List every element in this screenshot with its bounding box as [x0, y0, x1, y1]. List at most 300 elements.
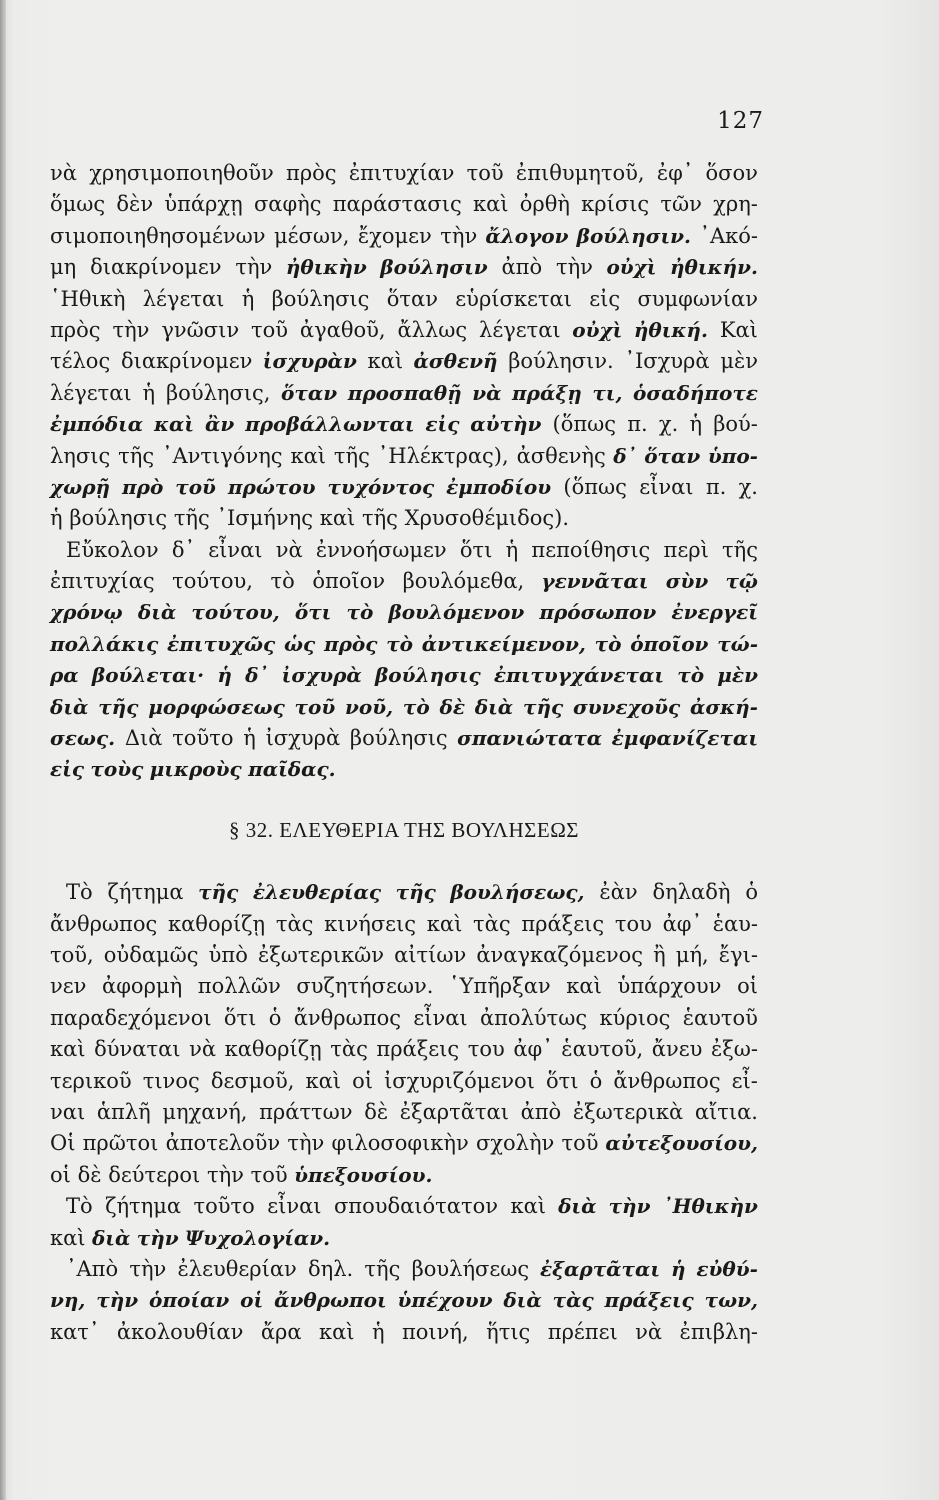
word: τῆς — [364, 1256, 401, 1281]
word: καὶ — [510, 1194, 546, 1219]
text-line — [50, 535, 758, 566]
text-line — [50, 1160, 758, 1191]
emphasized-word: ἠθικὴν — [285, 255, 367, 280]
emphasized-word: τὸ — [677, 663, 705, 688]
word: εἰς — [589, 286, 621, 311]
emphasized-word: ὑπο- — [707, 443, 758, 468]
emphasized-word: χρόνῳ — [50, 600, 123, 625]
emphasized-word: ἀντικείμενον, — [421, 631, 586, 656]
word: παράστασις — [332, 192, 462, 217]
emphasized-word: πρώτου — [227, 474, 316, 499]
word: οἱ — [352, 1068, 373, 1093]
word: π. — [627, 412, 648, 437]
emphasized-word: καὶ — [154, 412, 195, 437]
word: ἔχομεν — [357, 223, 432, 248]
word: τὸ — [270, 569, 295, 594]
emphasized-word: ἂν — [204, 412, 235, 437]
word: ἐπιτυχίας — [50, 569, 155, 594]
text-line — [50, 971, 758, 1002]
word: πρέπει — [547, 1319, 618, 1344]
emphasized-word: μικροὺς — [149, 757, 242, 782]
text-line — [50, 221, 758, 252]
word: λέγεται — [50, 380, 132, 405]
word: ἐφ᾽ — [656, 161, 694, 185]
emphasized-word: διὰ — [558, 1194, 597, 1219]
word: τερικοῦ — [50, 1068, 132, 1093]
word: συζητήσεων. — [296, 974, 434, 999]
word: ἡ — [241, 286, 255, 311]
emphasized-word: αὐτὴν — [470, 412, 542, 437]
word: π. — [705, 474, 727, 499]
emphasized-word: τῆς — [198, 880, 239, 905]
word: λέγεται — [479, 317, 561, 342]
emphasized-word: Ψυχολογίαν. — [185, 1225, 331, 1250]
emphasized-word: ἐπιτυχῶς — [167, 631, 276, 656]
text-line — [50, 503, 758, 534]
word: τῆς — [173, 506, 210, 531]
emphasized-word: τὴν — [136, 1225, 179, 1250]
emphasized-word: παῖδας. — [248, 757, 336, 782]
word: φιλοσοφικὴν — [331, 1131, 469, 1156]
word: ζήτημα — [105, 1194, 182, 1219]
word: καὶ — [426, 911, 463, 936]
word: ὁ — [589, 1068, 603, 1093]
word: ἐννοήσωμεν — [315, 537, 447, 562]
word: αἰτίων — [394, 942, 467, 967]
word: ῾Υπῆρξαν — [449, 974, 551, 999]
word: ᾽Ακό- — [699, 223, 758, 248]
word: ᾽Αντιγόνης — [161, 443, 283, 468]
word: βουλήσεως — [411, 1256, 530, 1281]
emphasized-word: ἄλογον — [485, 223, 569, 248]
word: δὲ — [364, 1099, 389, 1124]
emphasized-word: πράξεις — [604, 1288, 694, 1313]
word: ἄνθρωπος — [50, 911, 158, 936]
emphasized-word: αὐτεξουσίου, — [605, 1131, 758, 1156]
word: εἶναι — [208, 537, 263, 562]
emphasized-word: τῷ — [725, 569, 758, 594]
text-line — [50, 940, 758, 971]
paragraph — [50, 1254, 758, 1348]
word: Τὸ — [66, 1194, 93, 1219]
word: ἀπὸ — [501, 255, 543, 280]
word: (ὅπως — [563, 474, 627, 499]
emphasized-word: δ᾽ — [613, 443, 637, 468]
emphasized-word: προσπαθῇ — [347, 380, 462, 405]
word: ᾽Απὸ — [66, 1256, 119, 1281]
word: τὰς — [330, 1037, 368, 1062]
word: νὰ — [275, 537, 303, 562]
emphasized-word: ὁποίαν — [149, 1288, 230, 1313]
emphasized-word: ἰσχυρὰν — [262, 349, 357, 374]
emphasized-word: των, — [704, 1288, 758, 1313]
emphasized-word: οἱ — [240, 1288, 264, 1313]
word: ἡ — [142, 380, 156, 405]
word: ὅτι — [546, 1068, 579, 1093]
word: χρησιμοποιηθοῦν — [89, 161, 274, 185]
word: ἐπιτυχίαν — [348, 161, 455, 185]
word: κρίσις — [581, 192, 650, 217]
emphasized-word: ἀσκή- — [690, 694, 758, 719]
emphasized-word: προβάλλωνται — [245, 412, 415, 437]
word: σπουδαιότατον — [333, 1194, 499, 1219]
word: τῆς — [118, 443, 155, 468]
word: ἄλλως — [397, 317, 468, 342]
word: καθορίζῃ — [224, 1037, 322, 1062]
word: δεσμοῦ, — [210, 1068, 295, 1093]
word: ᾽Ισχυρὰ — [624, 349, 710, 374]
emphasized-word: τὴν — [608, 1194, 651, 1219]
emphasized-word: βουλήσεως, — [450, 880, 585, 905]
word: ἐξω- — [710, 1037, 758, 1062]
word: λέγεται — [142, 286, 225, 311]
emphasized-word: τῆς — [395, 880, 436, 905]
word: ἰσχυρὰ — [265, 726, 341, 751]
word: εὑρίσκεται — [455, 286, 572, 311]
emphasized-word: ἡ — [670, 1256, 686, 1281]
emphasized-word: βουλόμενον — [388, 600, 525, 625]
word: ὑπάρχῃ — [164, 192, 243, 217]
word: καὶ — [50, 1037, 86, 1062]
word: ἑαυτοῦ, — [561, 1037, 644, 1062]
word: ὅταν — [386, 286, 438, 311]
word: τοῦ — [466, 161, 504, 185]
emphasized-word: μορφώσεως — [148, 694, 285, 719]
emphasized-word: τὸ — [386, 631, 414, 656]
word: καὶ — [472, 192, 509, 217]
word: ἀπὸ — [520, 1099, 562, 1124]
word: τοῦτο — [193, 1194, 255, 1219]
word: καὶ — [305, 1068, 342, 1093]
word: πεποίθησις — [531, 537, 651, 562]
emphasized-word: ἠθικήν. — [670, 255, 758, 280]
word: ἄρα — [260, 1319, 302, 1344]
word: τὴν — [440, 223, 478, 248]
emphasized-word: τι, — [592, 380, 623, 405]
section-heading: § 32. ΕΛΕΥΘΕΡΙΑ ΤΗΣ ΒΟΥΛΗΣΕΩΣ — [228, 817, 580, 842]
emphasized-word: τὰς — [552, 1288, 594, 1313]
emphasized-word: ἐμποδίου — [446, 474, 552, 499]
word: πρὸς — [50, 317, 101, 342]
word: ὅμως — [50, 192, 106, 217]
word: τινος — [142, 1068, 200, 1093]
emphasized-word: ἐλευθερίας — [252, 880, 382, 905]
emphasized-word: βούλησις — [375, 663, 481, 688]
word: ᾽Ισμήνης — [216, 506, 313, 531]
word: νεν — [50, 974, 87, 999]
word: ὅτι — [223, 1005, 257, 1030]
text-line — [50, 1285, 758, 1316]
emphasized-word: τοὺς — [90, 757, 144, 782]
text-line — [50, 315, 758, 346]
word: τὰς — [275, 911, 314, 936]
text-body — [50, 158, 758, 1348]
emphasized-word: ἐνεργεῖ — [671, 600, 758, 625]
word: ἐξωτερικὰ — [572, 1099, 684, 1124]
text-line — [50, 158, 758, 189]
emphasized-word: πολλάκις — [50, 631, 159, 656]
word: ὑπὸ — [208, 942, 248, 967]
paragraph — [50, 158, 758, 535]
word: συμφωνίαν — [637, 286, 758, 311]
text-line — [50, 629, 758, 660]
word: διακρίνομεν — [90, 255, 222, 280]
text-line — [50, 378, 758, 409]
emphasized-word: συνεχοῦς — [572, 694, 681, 719]
text-line — [50, 1223, 758, 1254]
text-line — [50, 1097, 758, 1128]
word: του — [614, 911, 652, 936]
word: τῶν — [660, 192, 702, 217]
emphasized-word: τοῦ — [175, 474, 216, 499]
word: ἀκολουθίαν — [116, 1319, 244, 1344]
word: τοῦ — [561, 1131, 599, 1156]
emphasized-word: εἰς — [425, 412, 460, 437]
word: λησις — [50, 443, 111, 468]
word: ἑαυ- — [712, 911, 758, 936]
emphasized-word: ἐξαρτᾶται — [540, 1256, 661, 1281]
word: δύναται — [94, 1037, 181, 1062]
word: ἡ — [243, 726, 256, 751]
word: τοῦ — [250, 317, 289, 342]
word: ἄνευ — [651, 1037, 703, 1062]
word: νὰ — [189, 1037, 217, 1062]
emphasized-word: νὰ — [472, 380, 502, 405]
emphasized-word: νοῦ, — [345, 694, 394, 719]
word: δεύτεροι — [108, 1162, 201, 1187]
word: ἥτις — [486, 1319, 531, 1344]
emphasized-word: πράξῃ — [512, 380, 582, 405]
word: ἀφ᾽ — [513, 1037, 553, 1062]
emphasized-word: νη, — [50, 1288, 86, 1313]
emphasized-word: γεννᾶται — [541, 569, 649, 594]
word: Χρυσοθέμιδος). — [404, 506, 570, 531]
word: δηλαδὴ — [652, 880, 731, 905]
emphasized-word: βούλησιν. — [576, 223, 691, 248]
word: ὁ — [745, 880, 758, 905]
emphasized-word: τὸ — [346, 600, 374, 625]
emphasized-word: οὐχὶ — [606, 255, 657, 280]
text-line — [50, 189, 758, 220]
word: καὶ — [319, 506, 356, 531]
text-line — [50, 660, 758, 691]
text-line — [50, 1317, 758, 1348]
word: πράξεις — [376, 1037, 460, 1062]
word: σαφὴς — [253, 192, 322, 217]
word: μηχανή, — [162, 1099, 248, 1124]
word: ἀπολύτως — [479, 1005, 588, 1030]
word: καὶ — [290, 443, 327, 468]
word: σιμοποιηθησομένων — [50, 223, 266, 248]
word: χρη- — [713, 192, 758, 217]
text-line — [50, 284, 758, 315]
emphasized-word: μὲν — [717, 663, 758, 688]
word: ἀφ᾽ — [662, 911, 702, 936]
emphasized-word: τὴν — [96, 1288, 139, 1313]
word: ἡ — [689, 412, 703, 437]
word: βουλόμεθα, — [402, 569, 525, 594]
paragraph — [50, 877, 758, 1191]
word: τούτου, — [172, 569, 253, 594]
word: οὐδαμῶς — [103, 942, 199, 967]
text-line — [50, 597, 758, 628]
paragraph — [50, 1191, 758, 1254]
word: ἀποτελοῦν — [165, 1131, 281, 1156]
text-line — [50, 472, 758, 503]
word: βούλησις — [271, 286, 370, 311]
word: ποινή, — [401, 1319, 469, 1344]
word: ζήτημα — [107, 880, 184, 905]
emphasized-word: σὺν — [665, 569, 709, 594]
word: μη — [50, 255, 77, 280]
word: περὶ — [663, 537, 709, 562]
word: βούλησις — [69, 506, 168, 531]
word: δηλ. — [307, 1256, 354, 1281]
word: κατ᾽ — [50, 1319, 100, 1344]
word: τῆς — [722, 537, 758, 562]
word: ἡ — [505, 537, 519, 562]
word: ἰσχυριζόμενοι — [384, 1068, 535, 1093]
word: ναι — [50, 1099, 86, 1124]
word: εἶ- — [731, 1068, 758, 1093]
emphasized-word: τὸ — [402, 694, 430, 719]
page-number: 127 — [717, 108, 764, 134]
word: ἡ — [371, 1319, 385, 1344]
emphasized-word: ὅταν — [644, 443, 701, 468]
word: νὰ — [50, 161, 77, 185]
word: διακρίνομεν — [120, 349, 253, 374]
emphasized-word: ὑπέχουν — [397, 1288, 493, 1313]
emphasized-word: διὰ — [503, 1288, 542, 1313]
emphasized-word: σπανιώτατα — [457, 726, 603, 751]
word: βούλησις — [349, 726, 448, 751]
word: εἶναι — [639, 474, 694, 499]
word: ἀγαθοῦ, — [299, 317, 386, 342]
text-line — [50, 723, 758, 754]
word: ἐξωτερικῶν — [257, 942, 384, 967]
emphasized-word: δ᾽ — [245, 663, 269, 688]
word: εἶναι — [267, 1194, 322, 1219]
word: Οἱ — [50, 1131, 76, 1156]
word: ἐπιβλη- — [679, 1319, 758, 1344]
page-spine-shadow — [0, 0, 6, 1500]
word: μέσων, — [273, 223, 350, 248]
emphasized-word: ὅταν — [281, 380, 338, 405]
word: ὅσον — [705, 161, 758, 185]
word: Διὰ — [124, 726, 163, 751]
emphasized-word: τούτου, — [191, 600, 280, 625]
text-line — [50, 1191, 758, 1222]
emphasized-word: οὐχὶ — [572, 317, 623, 342]
word: αἴτια. — [694, 1099, 758, 1124]
emphasized-word: ᾽Ηθικὴν — [662, 1194, 758, 1219]
emphasized-word: ρα — [50, 663, 79, 688]
word: ἀφορμὴ — [102, 974, 183, 999]
word: ὑπάρχουν — [617, 974, 722, 999]
emphasized-word: ὑπεξουσίου. — [294, 1162, 433, 1187]
word: τοῦτο — [172, 726, 234, 751]
emphasized-word: πρὸς — [323, 631, 378, 656]
emphasized-word: πρόσωπον — [539, 600, 657, 625]
word: ὁ — [268, 1005, 282, 1030]
emphasized-word: ἄνθρωποι — [274, 1288, 387, 1313]
word: (ὅπως — [552, 412, 617, 437]
emphasized-word: ἰσχυρὰ — [281, 663, 362, 688]
emphasized-word: τῆς — [98, 694, 139, 719]
text-line — [50, 1034, 758, 1065]
word: ἔγι- — [718, 942, 758, 967]
text-line — [50, 441, 758, 472]
text-line — [50, 754, 758, 785]
emphasized-word: ὁσαδήποτε — [632, 380, 758, 405]
paragraph — [50, 535, 758, 786]
word: δὲν — [116, 192, 154, 217]
word: δὲ — [77, 1162, 102, 1187]
word: βούλησις, — [166, 380, 271, 405]
word: τὴν — [112, 317, 150, 342]
word: ἑαυτοῦ — [682, 1005, 758, 1030]
emphasized-word: ἐπιτυγχάνεται — [493, 663, 665, 688]
word: ᾽Ηλέκτρας), — [377, 443, 509, 468]
emphasized-word: σεως. — [50, 726, 116, 751]
emphasized-word: ἀσθενῆ — [413, 349, 498, 374]
word: ἢ — [653, 942, 666, 967]
word: τὴν — [206, 1162, 244, 1187]
word: χ. — [658, 412, 679, 437]
word: ὁποῖον — [312, 569, 386, 594]
emphasized-word: ὡς — [283, 631, 316, 656]
text-line — [50, 252, 758, 283]
word: μὲν — [720, 349, 758, 374]
word: κινήσεις — [324, 911, 417, 936]
emphasized-word: διὰ — [50, 694, 89, 719]
word: τοῦ — [250, 1162, 288, 1187]
word: τὴν — [235, 255, 273, 280]
emphasized-word: διὰ — [91, 1225, 131, 1250]
text-line — [50, 909, 758, 940]
word: τὰς — [473, 911, 511, 936]
emphasized-word: διὰ — [474, 694, 514, 719]
word: τοῦ, — [50, 942, 94, 967]
word: Καὶ — [719, 317, 758, 342]
word: βούλησιν. — [508, 349, 614, 374]
word: καὶ — [318, 1319, 355, 1344]
text-line — [50, 1066, 758, 1097]
emphasized-word: εὐθύ- — [696, 1256, 758, 1281]
emphasized-word: ἐμφανίζεται — [611, 726, 758, 751]
emphasized-word: τῆς — [523, 694, 564, 719]
emphasized-word: τοῦ — [294, 694, 336, 719]
word: νὰ — [635, 1319, 663, 1344]
word: γνῶσιν — [161, 317, 240, 342]
emphasized-word: δὲ — [439, 694, 465, 719]
word: βού- — [713, 412, 758, 437]
word: πράττων — [259, 1099, 353, 1124]
word: ῾Ηθικὴ — [50, 286, 126, 311]
word: Εὔκολον — [66, 537, 159, 562]
emphasized-word: ὁποῖον — [630, 631, 709, 656]
word: καὶ — [566, 974, 602, 999]
word: ἄνθρωπος — [293, 1005, 401, 1030]
word: ὅτι — [459, 537, 493, 562]
emphasized-word: ἡ — [217, 663, 232, 688]
word: οἱ — [737, 974, 758, 999]
word: τὴν — [287, 1131, 325, 1156]
word: ἐὰν — [599, 880, 638, 905]
emphasized-word: εἰς — [50, 757, 85, 782]
emphasized-word: βούλησιν — [380, 255, 488, 280]
word: ἐλευθερίαν — [177, 1256, 297, 1281]
